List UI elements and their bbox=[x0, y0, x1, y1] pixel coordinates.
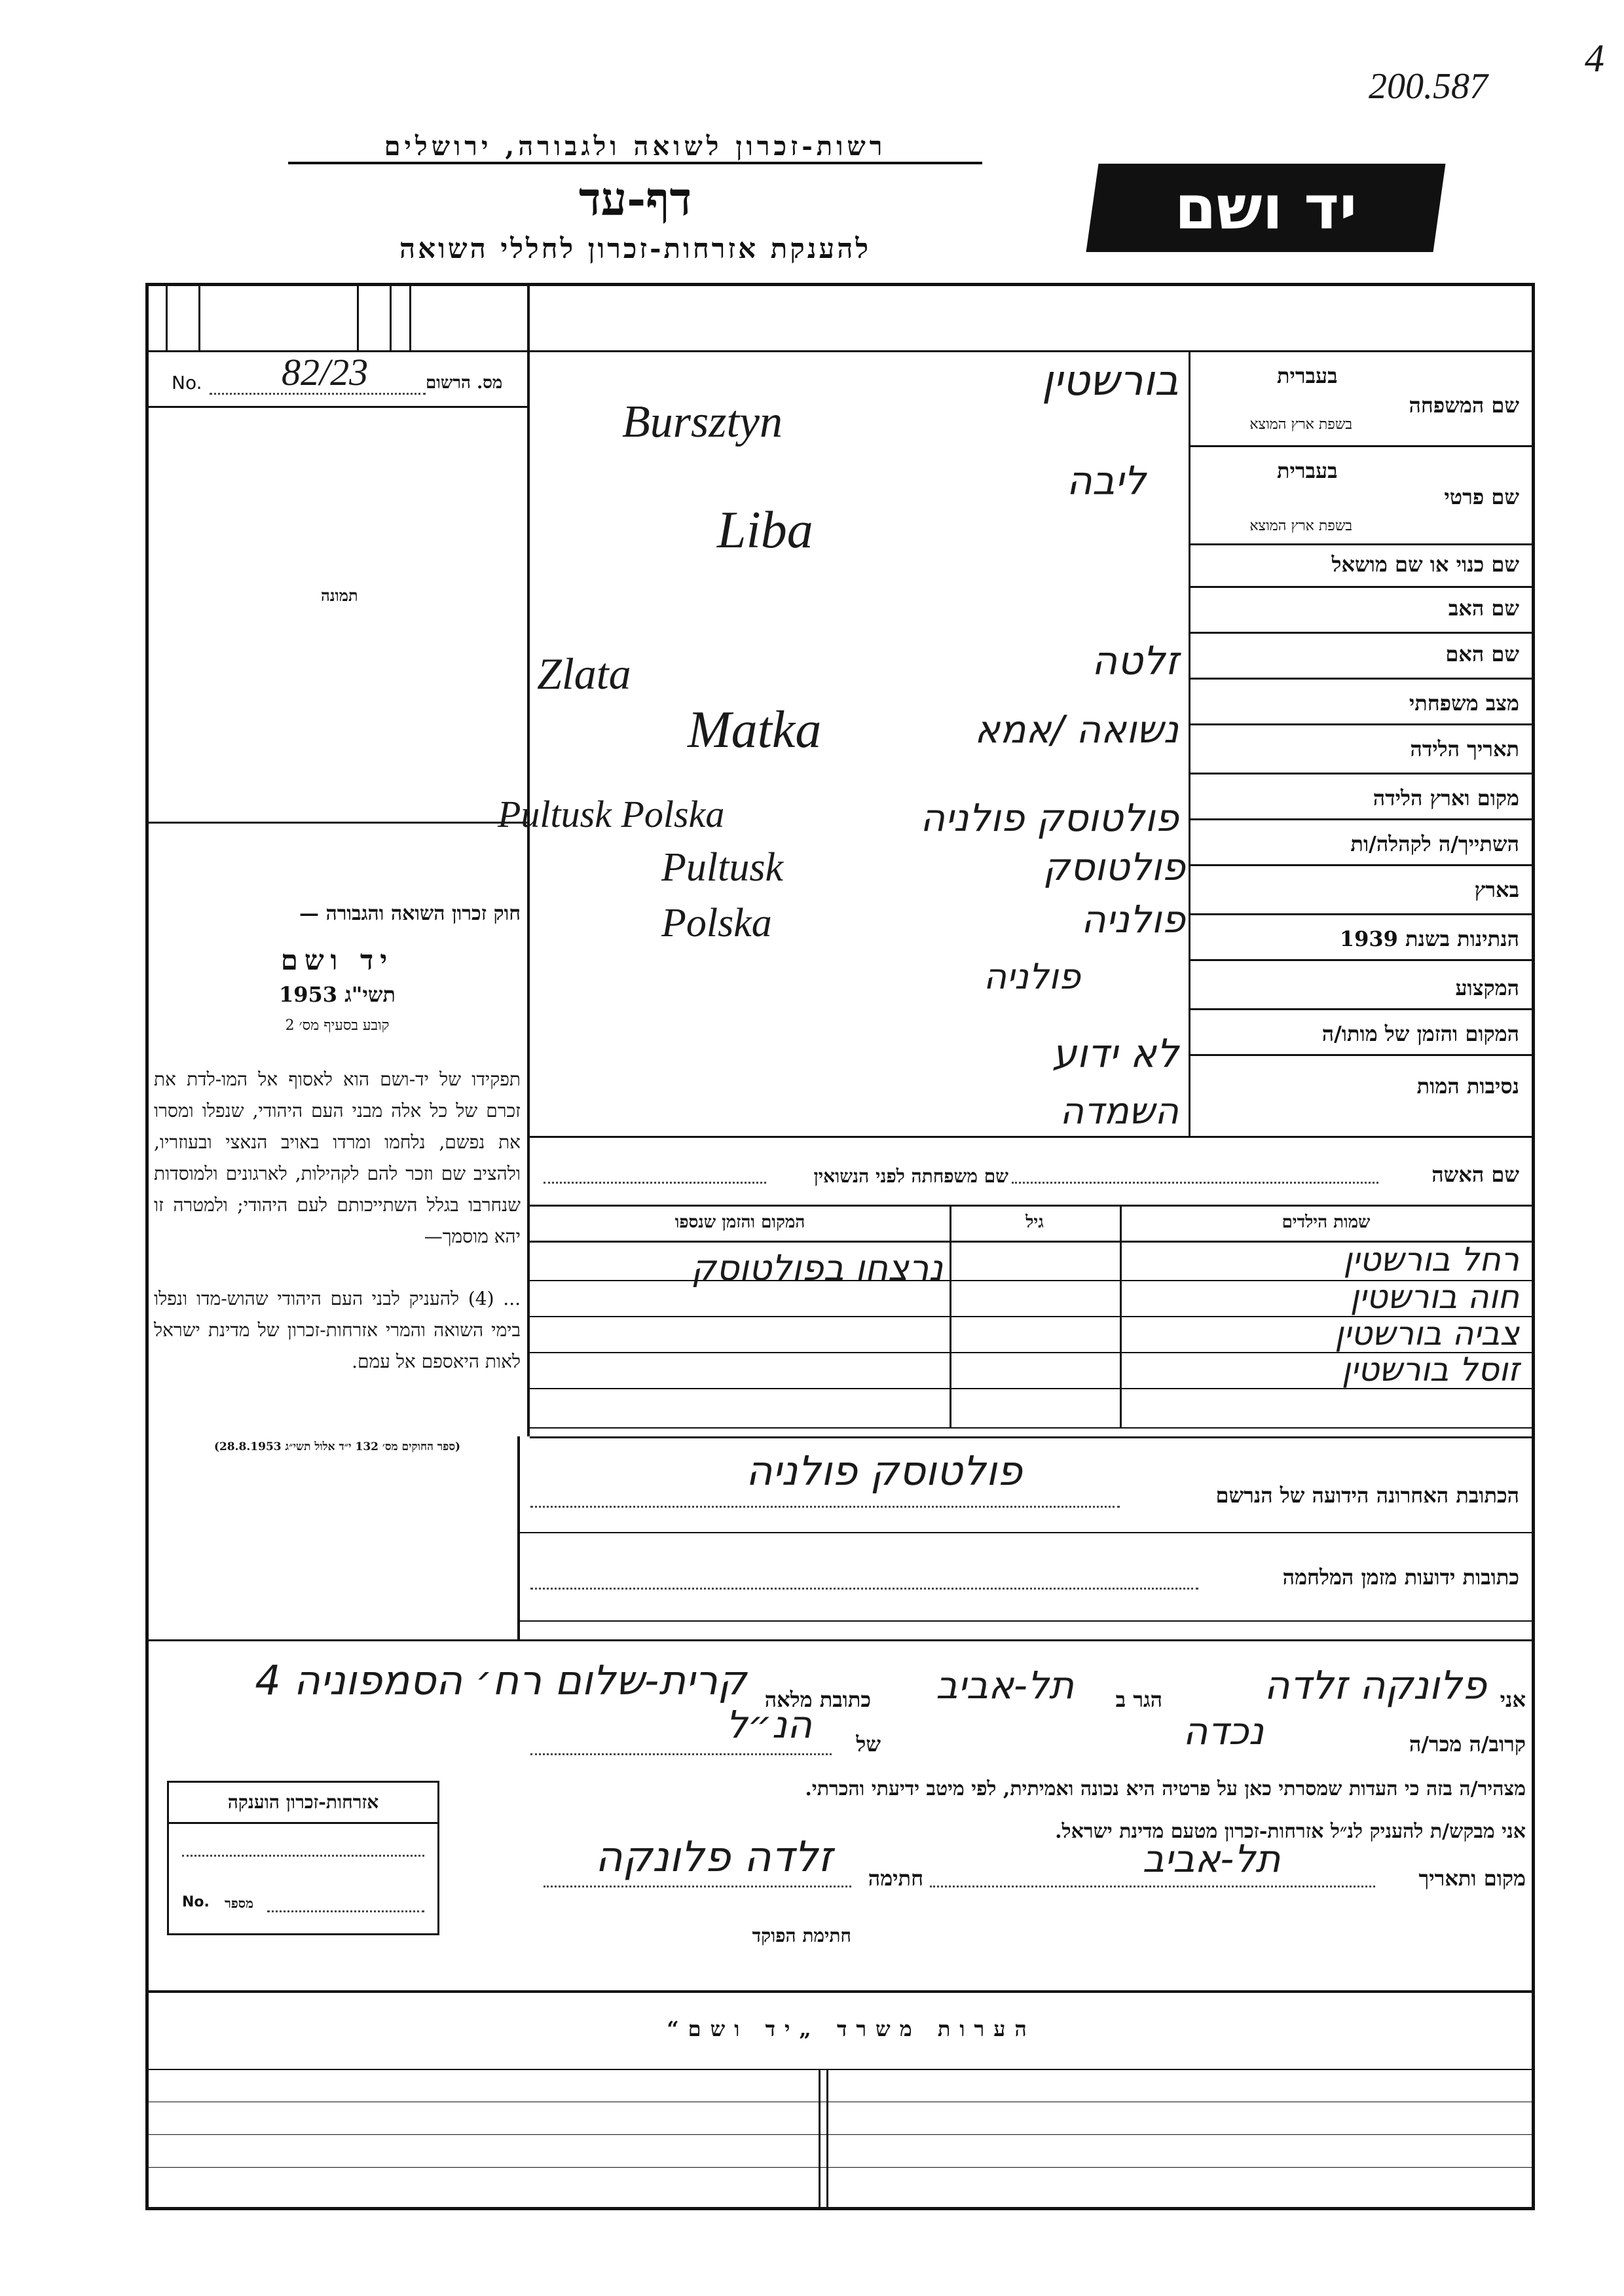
community-label: השתייך/ה לקהלה/ות bbox=[1350, 831, 1519, 856]
family-name-origin-value: Bursztyn bbox=[622, 397, 783, 447]
mother-origin-value: Zlata bbox=[537, 649, 631, 699]
community-hebrew-value: פולטוסק bbox=[1043, 845, 1185, 889]
citizenship-box-title: אזרחות-זכרון הוענקה bbox=[169, 1783, 437, 1824]
children-place-header: המקום והזמן שנספו bbox=[674, 1212, 805, 1232]
signature-value: זלדה פלונקה bbox=[595, 1833, 833, 1882]
law-text: תפקידו של יד-ושם הוא לאסוף אל המו-לדת את זכרם של כל אלה מבני העם היהודי, שנפלו ומסרו את נפשם, נלחמו ומרדו באויב הנאצי ובעוזריו, ולהציב שם וזכר להם לקהילות, לארגונים ולמוסדות שנחרבו בגלל השתייכותם לעם היהודי; ולמטרה זו יהא מוסמך— bbox=[154, 1068, 521, 1247]
law-text-2: ... (4) להעניק לבני העם היהודי שהוש-מדו ונפלו בימי השואה והמרי אזרחות-זכרון של מדינת ישראל לאות היאספם אל עמם. bbox=[154, 1288, 521, 1372]
family-name-hebrew-label: בעברית bbox=[1277, 363, 1338, 388]
citizenship-box-no: No. bbox=[182, 1894, 210, 1910]
marital-hebrew-value: נשואה /אמא bbox=[974, 707, 1179, 752]
family-name-hebrew-value: בורשטין bbox=[1041, 357, 1179, 405]
citizenship-value: פולניה bbox=[983, 956, 1080, 997]
birth-place-label: מקום וארץ הלידה bbox=[1373, 786, 1519, 811]
law-heading: חוק זכרון השואה והגבורה — bbox=[299, 902, 521, 925]
authority-title: רשות-זכרון לשואה ולגבורה, ירושלים bbox=[288, 131, 982, 164]
law-year: תשי"ג 1953 bbox=[279, 982, 396, 1007]
place-date-label: מקום ותאריך bbox=[1418, 1866, 1526, 1891]
corner-mark: 4 bbox=[1585, 37, 1604, 80]
first-name-hebrew-value: ליבה bbox=[1066, 458, 1146, 504]
last-address-value: פולטוסק פולניה bbox=[746, 1447, 1022, 1495]
death-circumstances-label: נסיבות המות bbox=[1416, 1074, 1519, 1099]
law-name: יד ושם bbox=[280, 944, 394, 976]
last-address-label: הכתובת האחרונה הידועה של הנרשם bbox=[1215, 1483, 1519, 1508]
place-date-value: תל-אביב bbox=[1142, 1836, 1281, 1881]
death-place-time-label: המקום והזמן של מותו/ה bbox=[1321, 1021, 1519, 1046]
mother-hebrew-value: זלטה bbox=[1092, 638, 1179, 684]
children-names-header: שמות הילדים bbox=[1282, 1212, 1371, 1232]
profession-label: המקצוע bbox=[1455, 975, 1519, 1000]
citizenship-label: הנתינות בשנת 1939 bbox=[1339, 926, 1519, 951]
child-name-3: צביה בורשטין bbox=[1335, 1315, 1519, 1353]
family-name-origin-label: בשפת ארץ המוצא bbox=[1249, 416, 1352, 433]
citizenship-box bbox=[167, 1781, 439, 1935]
first-name-origin-value: Liba bbox=[717, 501, 813, 559]
child-name-2: חוה בורשטין bbox=[1350, 1278, 1519, 1316]
birth-date-label: תאריך הלידה bbox=[1410, 737, 1519, 761]
officer-signature-label: חתימת הפוקד bbox=[752, 1925, 851, 1946]
request-text: אני מבקש/ת להעניק לנ״ל אזרחות-זכרון מטעם מדינת ישראל. bbox=[1055, 1820, 1526, 1843]
death-place-time-value: לא ידוע bbox=[1052, 1031, 1179, 1077]
first-name-hebrew-label: בעברית bbox=[1277, 458, 1338, 483]
war-addresses-label: כתובות ידועות מזמן המלחמה bbox=[1282, 1565, 1519, 1590]
nickname-label: שם כנוי או שם מושאל bbox=[1331, 552, 1519, 577]
declarant-resides-label: הגר ב bbox=[1115, 1687, 1162, 1712]
birth-place-hebrew-value: פולטוסק פולניה bbox=[920, 795, 1179, 840]
signature-label: חתימה bbox=[868, 1866, 923, 1891]
first-name-label: שם פרטי bbox=[1444, 484, 1519, 509]
declarant-i-label: אני bbox=[1500, 1687, 1526, 1712]
first-name-origin-label: בשפת ארץ המוצא bbox=[1249, 518, 1352, 534]
page-subtitle: להענקת אזרחות-זכרון לחללי השואה bbox=[399, 232, 872, 264]
declarant-relative-label: קרוב/ה מכר/ה bbox=[1409, 1732, 1526, 1757]
declarant-address-label: כתובת מלאה bbox=[764, 1687, 871, 1712]
children-age-header: גיל bbox=[1025, 1212, 1044, 1232]
yad-vashem-logo bbox=[1086, 164, 1446, 252]
declaration-text: מצהיר/ה בזה כי העדות שמסרתי כאן על פרטיה היא נכונה ואמיתית, לפי מיטב ידיעתי והכרתי. bbox=[805, 1777, 1526, 1800]
declarant-of-value: הנ״ל bbox=[726, 1702, 812, 1747]
photo-label: תמונה bbox=[321, 586, 358, 605]
community-origin-value: Pultusk bbox=[661, 845, 783, 890]
marital-label: מצב משפחתי bbox=[1409, 691, 1519, 716]
remarks-label: הערות משרד „יד ושם“ bbox=[667, 2016, 1036, 2041]
country-origin-value: Polska bbox=[661, 901, 772, 945]
child-death-place: נרצחו בפולטוסק bbox=[691, 1247, 943, 1288]
archive-number: 200.587 bbox=[1369, 66, 1488, 107]
wife-maiden-label: שם משפחתה לפני הנשואין bbox=[813, 1165, 1008, 1187]
declarant-of-label: של bbox=[856, 1732, 881, 1757]
mother-label: שם האם bbox=[1445, 642, 1519, 666]
page-title: דף-עד bbox=[578, 172, 692, 226]
declarant-address-value: קרית-שלום רח׳ הסמפוניה 4 bbox=[255, 1656, 747, 1704]
child-name-1: רחל בורשטין bbox=[1343, 1241, 1519, 1279]
declarant-name-value: פלונקה זלדה bbox=[1264, 1663, 1486, 1709]
birth-place-origin-value: Pultusk Polska bbox=[498, 793, 725, 835]
father-label: שם האב bbox=[1448, 596, 1519, 621]
family-name-label: שם המשפחה bbox=[1409, 393, 1519, 418]
law-clause: קובע בסעיף מס׳ 2 bbox=[285, 1017, 390, 1034]
citizenship-box-number-label: מספר bbox=[225, 1895, 253, 1911]
declarant-city-value: תל-אביב bbox=[936, 1663, 1074, 1707]
law-source: (ספר החוקים מס׳ 132 י״ד אלול תשי״ג 28.8.1953) bbox=[213, 1440, 461, 1453]
logo-text: יד ושם bbox=[1174, 173, 1357, 243]
death-circumstances-value: השמדה bbox=[1060, 1090, 1179, 1133]
country-label: בארץ bbox=[1474, 877, 1519, 902]
marital-origin-value: Matka bbox=[688, 701, 822, 759]
registration-number: 82/23 bbox=[282, 351, 369, 393]
wife-label: שם האשה bbox=[1431, 1162, 1519, 1187]
country-hebrew-value: פולניה bbox=[1080, 897, 1185, 941]
registration-label: מס. הרשום bbox=[426, 373, 503, 393]
registration-no-label: No. bbox=[172, 372, 202, 393]
declarant-relation-value: נכדה bbox=[1183, 1709, 1264, 1753]
child-name-4: זוסל בורשטין bbox=[1341, 1351, 1519, 1389]
